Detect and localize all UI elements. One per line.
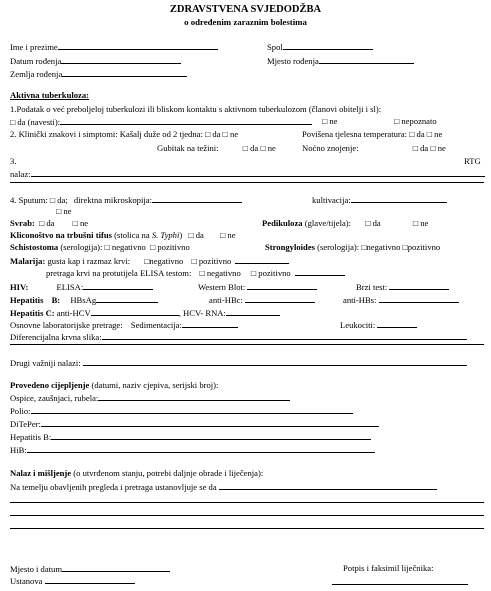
checkbox-icon[interactable]	[188, 230, 193, 240]
rtg-finding-field[interactable]: nalaz:	[10, 168, 485, 179]
signature-label: Potpis i faksimil liječnika:	[343, 563, 434, 573]
tb-q3: 3.	[10, 156, 17, 166]
sex-field[interactable]	[267, 41, 373, 52]
divider	[10, 182, 484, 183]
fever-row: Povišena tjelesna temperatura: □ da □ ne	[302, 129, 442, 139]
hib-field[interactable]: HiB:	[10, 444, 375, 455]
page-subtitle: o određenim zaraznim bolestima	[184, 17, 307, 27]
name-label: Ime i prezime	[10, 42, 58, 52]
cough-row: 2. Klinički znakovi i simptomi: Kašalj duže od 2 tjedna: □ da □ ne	[10, 129, 238, 139]
dob-label: Datum rođenja	[10, 56, 62, 66]
checkbox-icon[interactable]	[50, 195, 55, 205]
institution-field[interactable]: Ustanova	[10, 575, 135, 586]
hepb-vacc-field[interactable]: Hepatitis B:	[10, 431, 371, 442]
tb-heading: Aktivna tuberkuloza:	[10, 90, 90, 100]
page-title: ZDRAVSTVENA SVJEDODŽBA	[169, 4, 322, 15]
western-blot-field[interactable]: Western Blot:	[198, 281, 317, 292]
country-label: Zemlja rođenja	[10, 69, 63, 79]
pob-field[interactable]	[267, 55, 414, 66]
checkbox-icon[interactable]	[394, 116, 399, 126]
hcvrna-field[interactable]	[226, 307, 280, 316]
checkbox-icon[interactable]	[200, 268, 205, 278]
opinion-line[interactable]	[10, 528, 484, 529]
checkbox-icon[interactable]	[10, 117, 15, 127]
lice-row: Pedikuloza (glave/tijela): □ da □ ne	[262, 218, 428, 228]
polio-field[interactable]: Polio:	[10, 405, 353, 416]
tb-q1-unknown[interactable]: □ nepoznato	[394, 116, 437, 126]
mmr-field[interactable]: Ospice, zaušnjaci, rubela:	[10, 392, 290, 403]
hepc-row: Hepatitis C: anti-HCV , HCV- RNA:	[10, 307, 280, 318]
malaria-result-field[interactable]	[235, 255, 289, 264]
rtg-label: RTG	[464, 156, 481, 166]
opinion-line[interactable]	[10, 515, 484, 516]
sputum-row: 4. Sputum: □ da; direktna mikroskopija:	[10, 194, 242, 205]
other-findings-field[interactable]: Drugi važniji nalazi:	[10, 357, 467, 368]
scabies-row: Svrab: □ da □ ne	[10, 218, 88, 228]
hbsag-field[interactable]	[96, 294, 158, 303]
hiv-row: HIV: ELISA:	[10, 281, 153, 292]
vacc-heading: Provedeno cijepljenje (datumi, naziv cjepiva, serijski broj):	[10, 380, 219, 390]
schistosoma-row: Schistostoma (serologija): □ negativno □ pozitivno	[10, 242, 190, 252]
checkbox-icon[interactable]	[365, 218, 370, 228]
rapid-test-field[interactable]: Brzi test:	[356, 281, 449, 292]
culture-field[interactable]: kultivacija:	[312, 194, 447, 205]
ditepertv-field[interactable]: DiTePer:	[10, 418, 379, 429]
weight-row: Gubitak na težini: □ da □ ne	[157, 143, 276, 153]
checkbox-icon[interactable]	[220, 230, 225, 240]
checkbox-icon[interactable]	[413, 143, 418, 153]
checkbox-icon[interactable]	[430, 143, 435, 153]
checkbox-icon[interactable]	[205, 129, 210, 139]
checkbox-icon[interactable]	[322, 116, 327, 126]
checkbox-icon[interactable]	[251, 268, 256, 278]
checkbox-icon[interactable]	[243, 143, 248, 153]
country-field[interactable]	[10, 68, 187, 79]
checkbox-icon[interactable]	[409, 129, 414, 139]
sputum-no[interactable]: □ ne	[56, 206, 71, 216]
checkbox-icon[interactable]	[260, 143, 265, 153]
checkbox-icon[interactable]	[191, 256, 196, 266]
sex-label: Spol	[267, 42, 283, 52]
signature-line[interactable]	[332, 584, 468, 585]
checkbox-icon[interactable]	[150, 242, 155, 252]
checkbox-icon[interactable]	[413, 218, 418, 228]
antihcv-field[interactable]	[91, 307, 179, 316]
opinion-text-field[interactable]: Na temelju obavljenih pregleda i pretraga ustanovljuje se da	[10, 481, 437, 492]
antihbc-field[interactable]: anti-HBc:	[209, 294, 315, 305]
tb-q1-answer[interactable]: □ da (navesti):	[10, 116, 312, 127]
sedimentation-field[interactable]	[182, 319, 238, 328]
malaria-elisa-row: pretraga krvi na protutijela ELISA testom: □ negativno □ pozitivno	[46, 267, 345, 278]
microscopy-field[interactable]	[152, 194, 242, 203]
tb-q1-no[interactable]: □ ne	[322, 116, 337, 126]
strongyloides-row: Strongyloides (serologija): □ negativno □ pozitivno	[265, 242, 440, 252]
divider	[10, 344, 484, 345]
dob-field[interactable]	[10, 55, 181, 66]
checkbox-icon[interactable]	[427, 129, 432, 139]
typhoid-row: Kliconoštvo na trbušni tifus (stolica na S. Typhi) □ da □ ne	[10, 230, 236, 240]
diff-blood-field[interactable]: Diferencijalna krvna slika:	[10, 331, 467, 342]
malaria-elisa-field[interactable]	[295, 267, 345, 276]
checkbox-icon[interactable]	[223, 129, 228, 139]
checkbox-icon[interactable]	[56, 206, 61, 216]
pob-label: Mjesto rođenja	[267, 56, 319, 66]
tb-q1: 1.Podatak o već preboljeloj tuberkulozi ili bliskom kontaktu s aktivnom tuberkulozom (članovi obitelji i sl):	[10, 104, 382, 114]
place-date-field[interactable]: Mjesto i datum	[10, 563, 170, 574]
leukocytes-field[interactable]: Leukociti:	[340, 319, 417, 330]
hepb-row: Hepatitis B: HBsAg	[10, 294, 158, 305]
malaria-row: Malarija: gusta kap i razmaz krvi: □ negativno □ pozitivno	[10, 255, 289, 266]
antihbs-field[interactable]: anti-HBs:	[343, 294, 459, 305]
checkbox-icon[interactable]	[39, 218, 44, 228]
hiv-elisa-field[interactable]	[83, 281, 153, 290]
name-field[interactable]	[10, 41, 218, 52]
checkbox-icon[interactable]	[105, 242, 110, 252]
opinion-heading: Nalaz i mišljenje (o utvrđenom stanju, potrebi daljnje obrade i liječenja):	[10, 468, 264, 478]
basic-lab-row: Osnovne laboratorijske pretrage: Sedimentacija:	[10, 319, 238, 330]
night-sweat-row: Noćno znojenje: □ da □ ne	[302, 143, 446, 153]
checkbox-icon[interactable]	[73, 218, 78, 228]
opinion-line[interactable]	[10, 502, 484, 503]
